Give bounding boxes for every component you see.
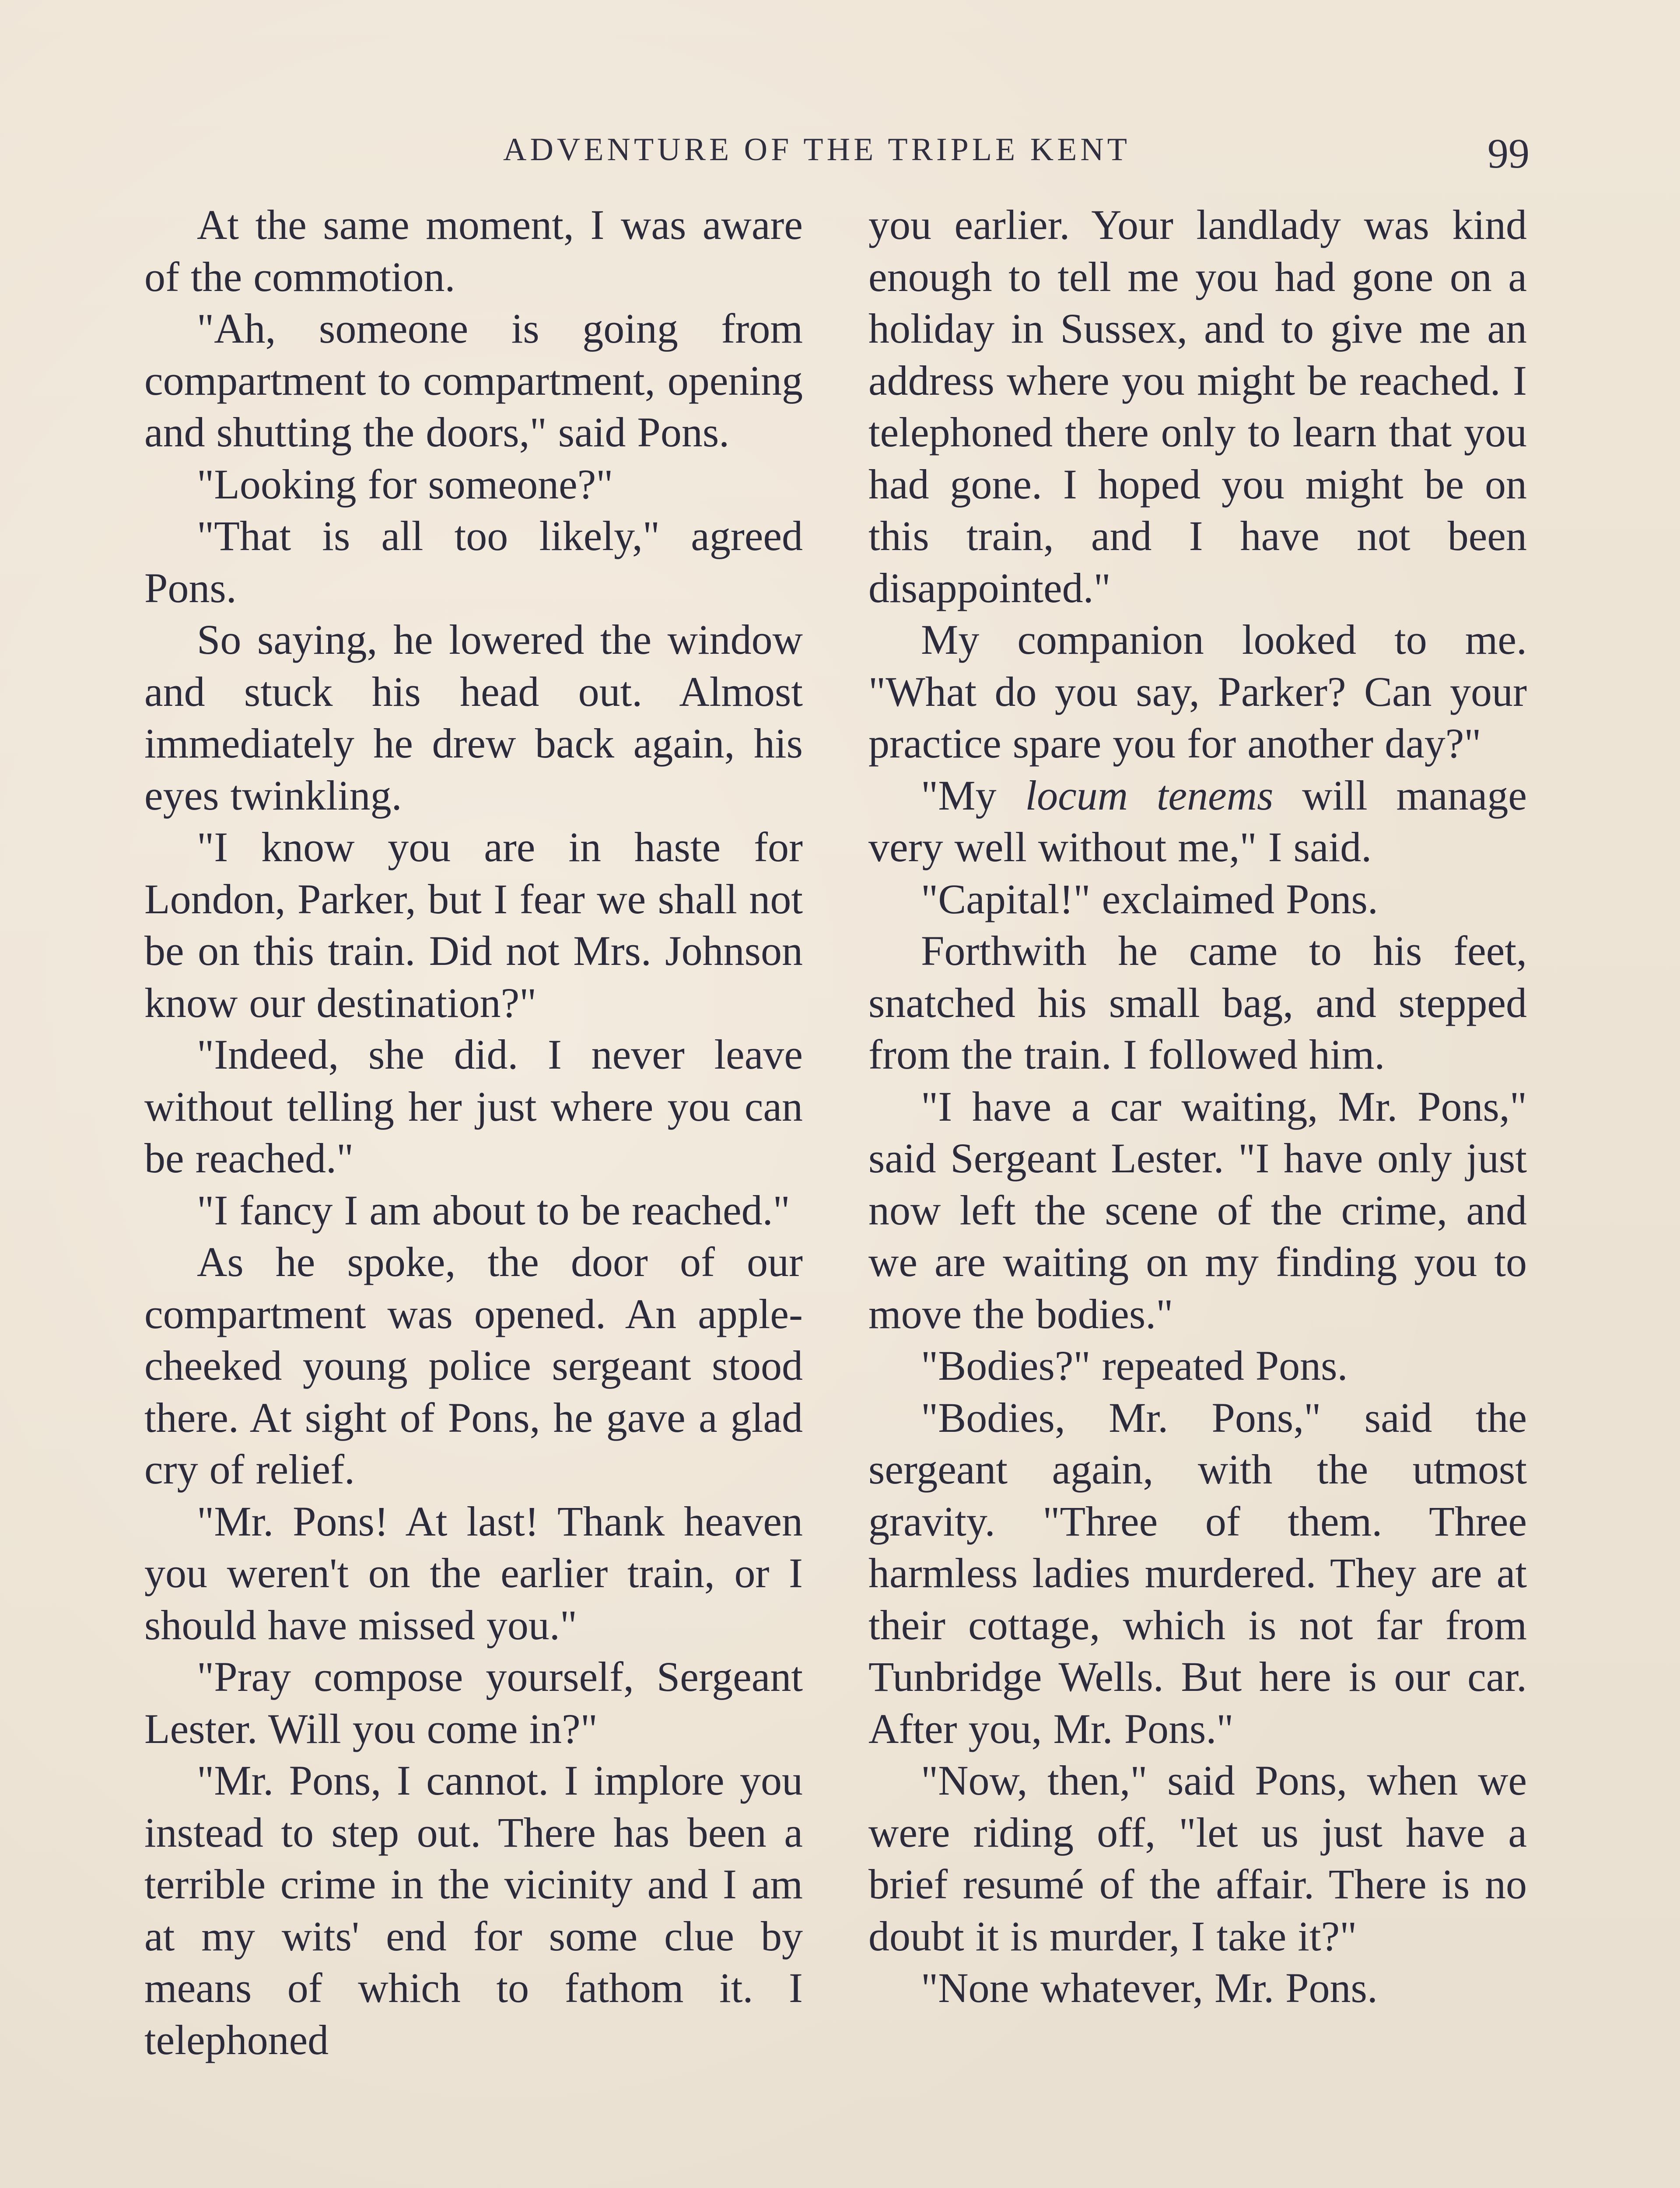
paragraph: "Ah, someone is going from compartment to compartment, opening and shutting the doors," said Pons. (144, 305, 803, 456)
paragraph-continued: you earlier. Your landlady was kind enough to tell me you had gone on a holiday in Sussex, and to give me an address where you might be reached. I telephoned there only to learn that you had gone. I hoped you might be on this train, and I have not been disappointed." (868, 201, 1527, 611)
left-column (144, 199, 803, 2066)
text-run: will manage very well without me," I said. (868, 771, 1527, 870)
paragraph: "Bodies?" repeated Pons. (921, 1342, 1348, 1389)
paragraph: "Pray compose yourself, Sergeant Lester. Will you come in?" (144, 1653, 803, 1752)
paragraph: "I have a car waiting, Mr. Pons," said Sergeant Lester. "I have only just now left the scene of the crime, and we are waiting on my finding you to move the bodies." (868, 1083, 1527, 1337)
paragraph: "None whatever, Mr. Pons. (921, 1964, 1378, 2011)
italic-phrase: locum tenems (1025, 771, 1274, 819)
paragraph: "That is all too likely," agreed Pons. (144, 512, 803, 611)
paragraph (868, 770, 1527, 873)
paragraph: "I fancy I am about to be reached." (197, 1186, 790, 1234)
paragraph: "Looking for someone?" (197, 460, 613, 508)
paragraph: "I know you are in haste for London, Parker, but I fear we shall not be on this train. Did not Mrs. Johnson know our destination?" (144, 824, 803, 1026)
paragraph: My companion looked to me. "What do you say, Parker? Can your practice spare you for another day?" (868, 616, 1527, 767)
page-number: 99 (1488, 130, 1530, 177)
right-column (868, 199, 1527, 2014)
paragraph: So saying, he lowered the window and stuck his head out. Almost immediately he drew back again, his eyes twinkling. (144, 616, 803, 819)
paragraph: "Now, then," said Pons, when we were riding off, "let us just have a brief resumé of the affair. There is no doubt it is murder, I take it?" (868, 1757, 1527, 1960)
paragraph: "Mr. Pons! At last! Thank heaven you weren't on the earlier train, or I should have missed you." (144, 1497, 803, 1648)
paragraph: "Bodies, Mr. Pons," said the sergeant again, with the utmost gravity. "Three of them. Three harmless ladies murdered. They are at their cottage, which is not far from Tunbridge Wells. But here is our car. After you, Mr. Pons." (868, 1394, 1527, 1752)
paragraph: "Capital!" exclaimed Pons. (921, 875, 1378, 922)
paragraph: At the same moment, I was aware of the commotion. (144, 201, 803, 300)
paragraph: "Mr. Pons, I cannot. I implore you instead to step out. There has been a terrible crime in the vicinity and I am at my wits' end for some clue by means of which to fathom it. I telephoned (144, 1757, 803, 2063)
running-title: ADVENTURE OF THE TRIPLE KENT (503, 132, 1130, 168)
paragraph: As he spoke, the door of our compartment was opened. An apple-cheeked young police sergeant stood there. At sight of Pons, he gave a glad cry of relief. (144, 1238, 803, 1493)
text-run: "My (921, 771, 1026, 819)
paragraph: Forthwith he came to his feet, snatched his small bag, and stepped from the train. I followed him. (868, 927, 1527, 1078)
paragraph: "Indeed, she did. I never leave without telling her just where you can be reached." (144, 1031, 803, 1182)
